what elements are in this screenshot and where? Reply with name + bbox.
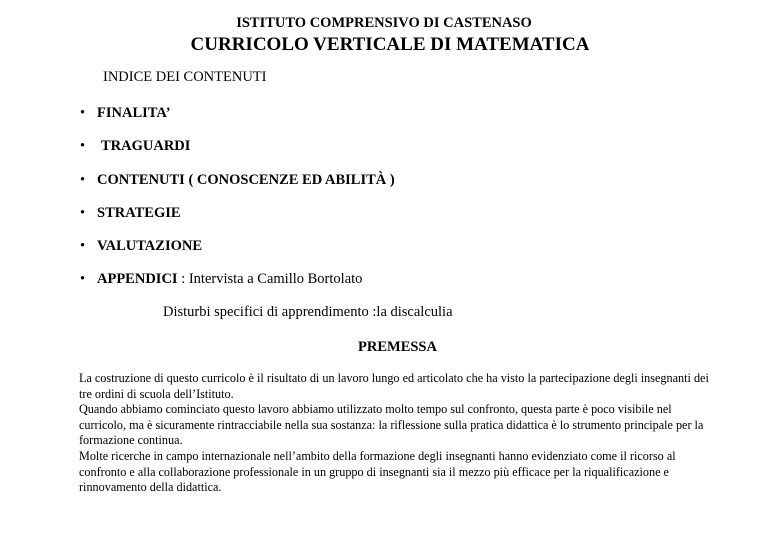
bullet-icon: • (80, 205, 86, 221)
index-item-finalita (80, 104, 171, 122)
index-item-strategie (80, 204, 181, 222)
index-item-label: APPENDICI (97, 271, 178, 287)
document-title: CURRICOLO VERTICALE DI MATEMATICA (190, 34, 590, 55)
index-heading: INDICE DEI CONTENUTI (103, 69, 267, 85)
index-item-appendici (80, 270, 362, 288)
paragraph: La costruzione di questo curricolo è il risultato di un lavoro lungo ed articolato che ha visto la partecipazione degli insegnanti dei tre ordini di scuola dell’Istituto. (79, 371, 709, 401)
bullet-icon: • (80, 238, 86, 254)
paragraph: Quando abbiamo cominciato questo lavoro abbiamo utilizzato molto tempo sul confronto, questa parte è poco visibile nel curricolo, ma è sicuramente rintracciabile nella sua sostanza: la riflessione sulla pratica didattica è lo strumento principale per la formazione continua. (79, 402, 704, 448)
index-item-label: TRAGUARDI (101, 138, 191, 154)
index-item-label: FINALITA’ (97, 105, 171, 121)
bullet-icon: • (80, 172, 86, 188)
paragraph: Molte ricerche in campo internazionale nell’ambito della formazione degli insegnanti hanno evidenziato come il ricorso al confronto e alla collaborazione professionale in un gruppo di insegnanti sia il mezzo più efficace per la riqualificazione e rinnovamento della didattica. (79, 448, 676, 495)
index-item-label: VALUTAZIONE (97, 238, 203, 254)
index-item-detail: : Intervista a Camillo Bortolato (177, 271, 363, 287)
appendix-subline: Disturbi specifici di apprendimento :la discalculia (163, 304, 453, 320)
index-item-label: STRATEGIE (97, 205, 181, 221)
premessa-heading: PREMESSA (358, 339, 437, 355)
index-item-valutazione (80, 237, 202, 255)
index-item-traguardi (80, 137, 190, 155)
index-item-label: CONTENUTI ( CONOSCENZE ED ABILITÀ ) (97, 172, 395, 188)
index-item-contenuti (80, 171, 395, 189)
bullet-icon: • (80, 105, 86, 121)
premessa-body (79, 371, 719, 496)
bullet-icon: • (80, 271, 86, 287)
bullet-icon: • (80, 138, 86, 154)
school-name: ISTITUTO COMPRENSIVO DI CASTENASO (236, 15, 532, 31)
